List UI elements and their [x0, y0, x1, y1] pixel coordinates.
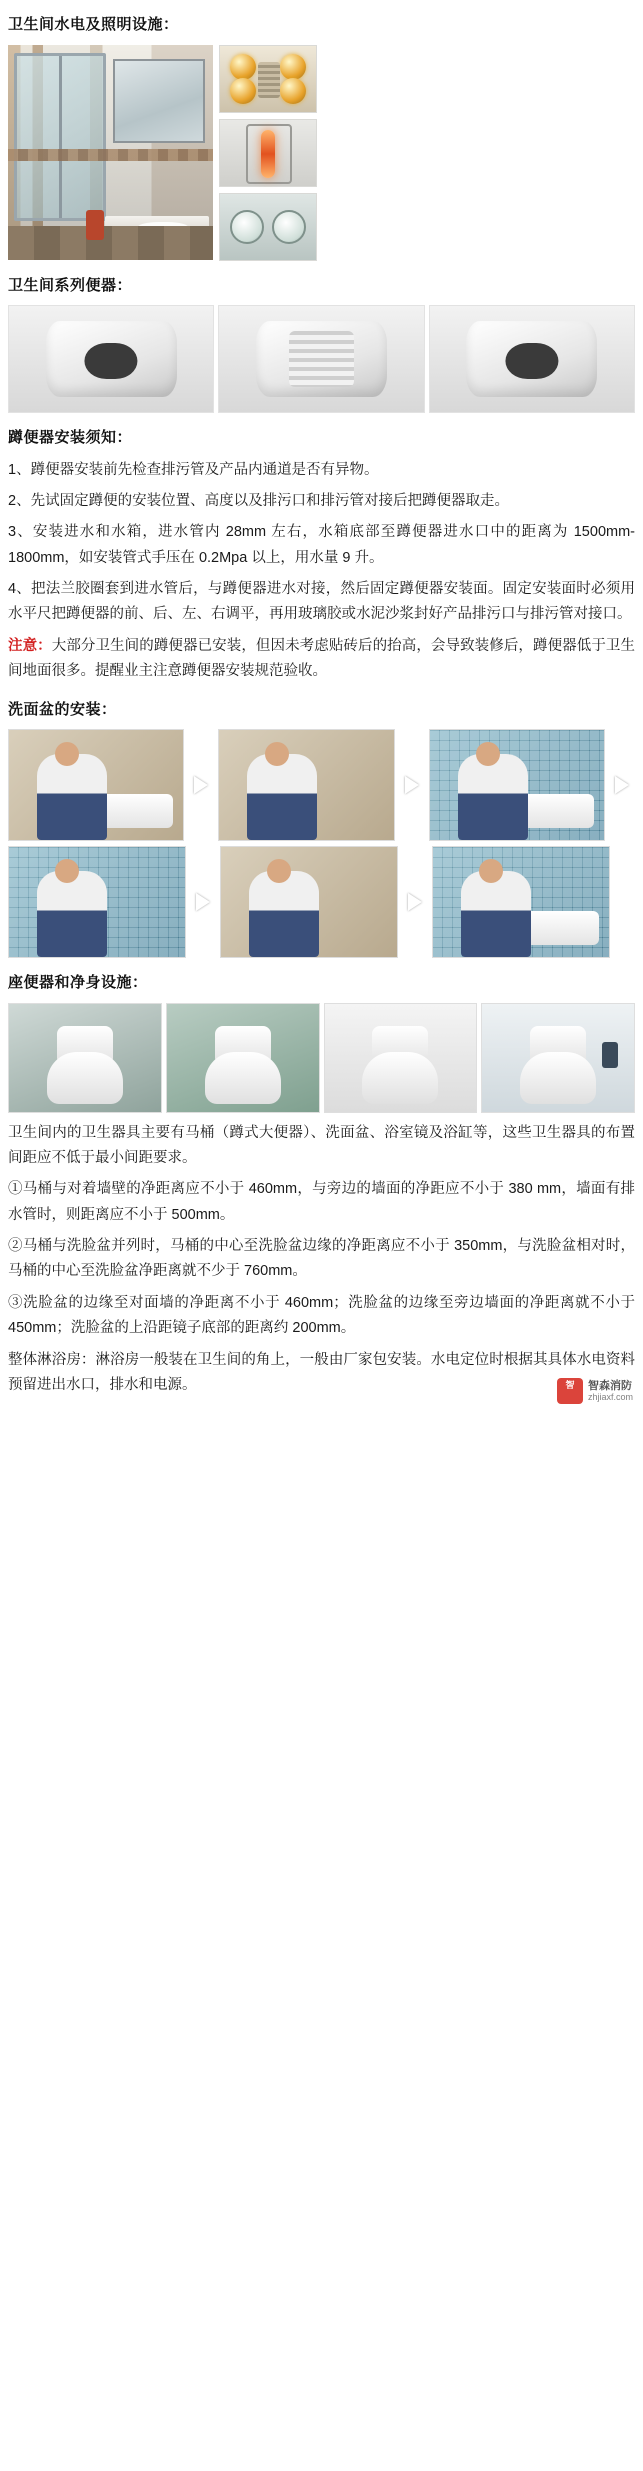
install-note	[8, 634, 635, 685]
squat-pan-ribbed-photo	[218, 305, 424, 413]
figure-row-basin-steps-2	[8, 846, 635, 958]
fixture-paragraph-intro: 卫生间内的卫生器具主要有马桶（蹲式大便器）、洗面盆、浴室镜及浴缸等，这些卫生器具的布置间距应不低于最小间距要求。	[8, 1124, 635, 1166]
fan-blade-icon	[272, 210, 306, 244]
flow-arrow-icon	[609, 772, 635, 798]
flow-arrow-icon	[188, 772, 214, 798]
basin-shape	[523, 911, 599, 945]
install-step-3: 3、安装进水和水箱，进水管内 28mm 左右，水箱底部至蹲便器进水口中的距离为 1500mm-1800mm，如安装管式手压在 0.2Mpa 以上，用水量 9 升。	[8, 524, 635, 566]
ceiling-fan-heater-photo	[219, 193, 317, 261]
fixture-paragraph-4: 整体淋浴房：淋浴房一般装在卫生间的角上，一般由厂家包安装。水电定位时根据其具体水电资料预留进出水口，排水和电源。	[8, 1351, 635, 1393]
toilet-bowl-shape	[520, 1052, 596, 1104]
worker-shape	[37, 754, 107, 840]
drain-hole-shape	[505, 343, 558, 379]
section-heading-basin-install: 洗面盆的安装：	[8, 700, 117, 718]
bidet-control-panel-icon	[602, 1042, 618, 1068]
worker-shape	[37, 871, 107, 957]
fan-blade-icon	[230, 210, 264, 244]
step-drill-wall-photo	[220, 846, 398, 958]
squat-pan-plain-photo	[8, 305, 214, 413]
worker-head-shape	[267, 859, 291, 883]
bathroom-photo	[8, 45, 213, 260]
one-piece-toilet-photo	[324, 1003, 478, 1113]
watermark-site-name: 智森消防	[587, 1379, 632, 1392]
heater-lamp-icon	[280, 78, 306, 104]
watermark-text-block	[588, 1380, 633, 1403]
worker-head-shape	[55, 742, 79, 766]
basin-shape	[518, 794, 594, 828]
flow-arrow-icon	[190, 889, 216, 915]
mirror-shape	[113, 59, 205, 143]
flow-arrow-icon	[399, 772, 425, 798]
install-step-1: 1、蹲便器安装前先检查排污管及产品内通道是否有异物。	[8, 461, 379, 478]
yuba-heater-lamp-photo	[219, 45, 317, 113]
worker-head-shape	[55, 859, 79, 883]
flow-arrow-icon	[402, 889, 428, 915]
shower-tray-shape	[47, 1052, 123, 1104]
wall-tile-band	[8, 149, 213, 161]
note-body: 大部分卫生间的蹲便器已安装，但因未考虑贴砖后的抬高，会导致装修后，蹲便器低于卫生间地面很多。提醒业主注意蹲便器安装规范验收。	[8, 637, 635, 680]
install-step-4: 4、把法兰胶圈套到进水管后，与蹲便器进水对接，然后固定蹲便器安装面。固定安装面时必须用水平尺把蹲便器的前、后、左、右调平，再用玻璃胶或水泥沙浆封好产品排污口与排污管对接口。	[8, 581, 635, 623]
vent-grille-icon	[258, 62, 280, 98]
shower-room-photo	[8, 1003, 162, 1113]
fixture-paragraph-2: ②马桶与洗脸盆并列时，马桶的中心至洗脸盆边缘的净距离应不小于 350mm，与洗脸盆相对时，马桶的中心至洗脸盆净距离就不少于 760mm。	[8, 1238, 635, 1280]
floor-tiles-shape	[8, 226, 213, 260]
fixture-paragraph-3: ③洗脸盆的边缘至对面墙的净距离不小于 460mm；洗脸盆的边缘至旁边墙面的净距离就不小于 450mm；洗脸盆的上沿距镜子底部的距离约 200mm。	[8, 1294, 635, 1337]
worker-shape	[247, 754, 317, 840]
squat-pan-ribs-shape	[289, 331, 354, 386]
stool-shape	[86, 210, 104, 240]
worker-shape	[458, 754, 528, 840]
figure-row-bathroom	[8, 45, 635, 261]
fixture-paragraph-1: ①马桶与对着墙壁的净距离应不小于 460mm，与旁边的墙面的净距应不小于 380 mm，墙面有排水管时，则距离应不小于 500mm。	[8, 1181, 635, 1223]
appliance-photo-column	[219, 45, 317, 261]
heater-lamp-icon	[280, 54, 306, 80]
section-heading-squat-install: 蹲便器安装须知：	[8, 429, 133, 446]
basin-shape	[97, 794, 173, 828]
worker-shape	[461, 871, 531, 957]
toilet-green-wall-photo	[166, 1003, 320, 1113]
step-mount-basin-photo	[432, 846, 610, 958]
heater-lamp-icon	[230, 54, 256, 80]
figure-row-squat-pans	[8, 305, 635, 413]
shower-enclosure-shape	[14, 53, 106, 221]
section-heading-plumbing-lighting: 卫生间水电及照明设施：	[8, 16, 179, 33]
section-heading-toilet-bidet: 座便器和净身设施：	[8, 974, 148, 991]
watermark	[557, 1378, 633, 1404]
watermark-logo-icon: 智	[557, 1378, 583, 1404]
bottom-spacer	[8, 1404, 635, 1410]
toilet-bowl-shape	[362, 1052, 438, 1104]
drain-hole-shape	[85, 343, 138, 379]
note-label: 注意：	[8, 637, 52, 654]
worker-shape	[249, 871, 319, 957]
install-step-2: 2、先试固定蹲便的安装位置、高度以及排污口和排污管对接后把蹲便器取走。	[8, 492, 510, 509]
step-measure-basin-photo	[8, 729, 184, 841]
figure-row-basin-steps-1	[8, 729, 635, 841]
section-heading-toilet-series: 卫生间系列便器：	[8, 276, 133, 294]
squat-pan-angled-photo	[429, 305, 635, 413]
heater-lamp-icon	[230, 78, 256, 104]
figure-row-fixtures	[8, 1003, 635, 1113]
step-lift-basin-photo	[218, 729, 394, 841]
step-mark-wall-photo	[8, 846, 186, 958]
smart-bidet-toilet-photo	[481, 1003, 635, 1113]
watermark-site-url: zhjiaxf.com	[587, 1392, 633, 1403]
infrared-wall-heater-photo	[219, 119, 317, 187]
worker-head-shape	[479, 859, 503, 883]
worker-head-shape	[476, 742, 500, 766]
toilet-bowl-shape	[205, 1052, 281, 1104]
infrared-tube-icon	[261, 130, 275, 178]
step-position-basin-photo	[429, 729, 605, 841]
